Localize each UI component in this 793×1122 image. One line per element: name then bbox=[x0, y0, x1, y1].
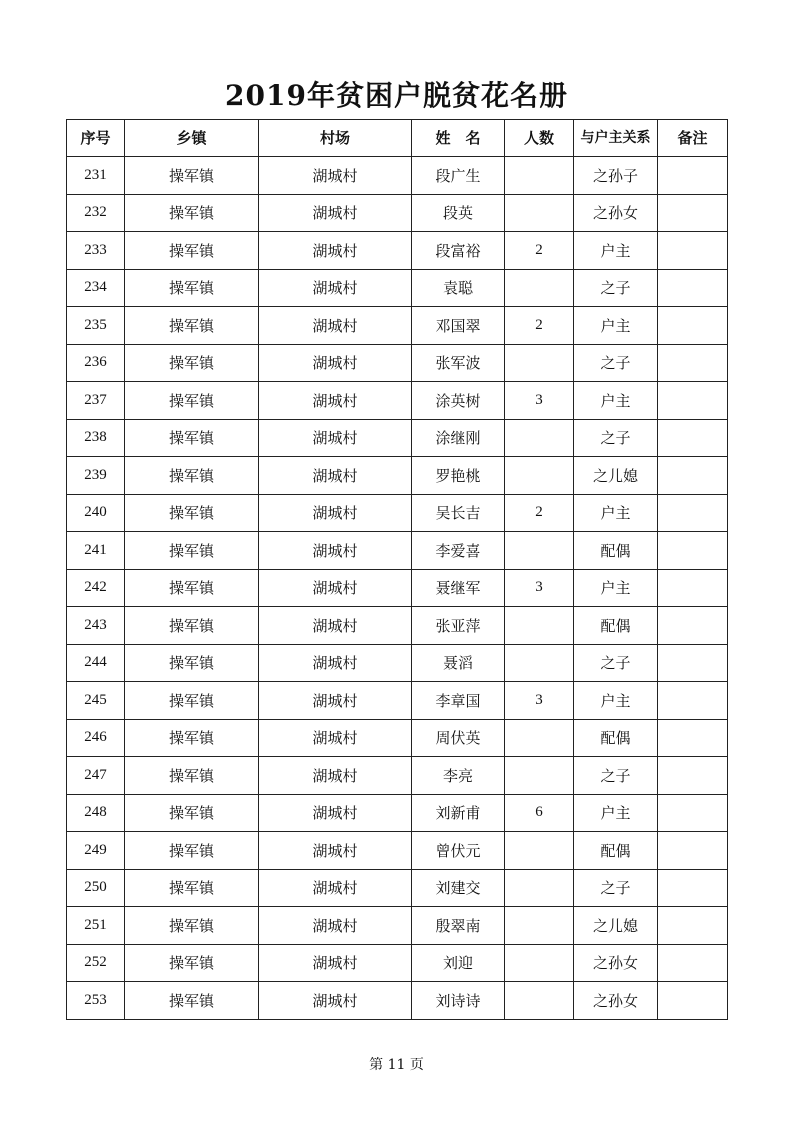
cell-village: 湖城村 bbox=[259, 757, 412, 795]
cell-name: 刘建交 bbox=[412, 869, 505, 907]
cell-town: 操军镇 bbox=[125, 982, 259, 1020]
cell-household-size bbox=[505, 344, 574, 382]
cell-relation: 之子 bbox=[574, 419, 658, 457]
cell-name: 段富裕 bbox=[412, 232, 505, 270]
table-row bbox=[67, 232, 728, 270]
cell-household-size: 3 bbox=[505, 382, 574, 420]
cell-name: 段广生 bbox=[412, 157, 505, 195]
cell-household-size: 2 bbox=[505, 232, 574, 270]
cell-serial: 243 bbox=[67, 607, 125, 645]
cell-town: 操军镇 bbox=[125, 344, 259, 382]
cell-note bbox=[658, 419, 728, 457]
cell-relation: 之孙女 bbox=[574, 982, 658, 1020]
cell-relation: 之儿媳 bbox=[574, 457, 658, 495]
cell-village: 湖城村 bbox=[259, 344, 412, 382]
cell-town: 操军镇 bbox=[125, 682, 259, 720]
cell-relation: 之子 bbox=[574, 269, 658, 307]
cell-note bbox=[658, 457, 728, 495]
cell-name: 聂继军 bbox=[412, 569, 505, 607]
table-row bbox=[67, 982, 728, 1020]
cell-town: 操军镇 bbox=[125, 532, 259, 570]
cell-note bbox=[658, 344, 728, 382]
column-header-serial: 序号 bbox=[67, 120, 125, 157]
cell-village: 湖城村 bbox=[259, 607, 412, 645]
cell-household-size bbox=[505, 419, 574, 457]
cell-relation: 之子 bbox=[574, 644, 658, 682]
cell-serial: 231 bbox=[67, 157, 125, 195]
cell-note bbox=[658, 607, 728, 645]
cell-village: 湖城村 bbox=[259, 682, 412, 720]
column-header-town: 乡镇 bbox=[125, 120, 259, 157]
cell-relation: 户主 bbox=[574, 382, 658, 420]
table-row bbox=[67, 269, 728, 307]
cell-relation: 配偶 bbox=[574, 607, 658, 645]
cell-village: 湖城村 bbox=[259, 382, 412, 420]
cell-serial: 232 bbox=[67, 194, 125, 232]
cell-relation: 之子 bbox=[574, 869, 658, 907]
cell-relation: 之孙女 bbox=[574, 944, 658, 982]
table-row bbox=[67, 907, 728, 945]
cell-serial: 249 bbox=[67, 832, 125, 870]
cell-serial: 251 bbox=[67, 907, 125, 945]
cell-village: 湖城村 bbox=[259, 719, 412, 757]
cell-town: 操军镇 bbox=[125, 382, 259, 420]
table-row bbox=[67, 457, 728, 495]
cell-household-size bbox=[505, 869, 574, 907]
cell-household-size bbox=[505, 907, 574, 945]
cell-village: 湖城村 bbox=[259, 832, 412, 870]
cell-serial: 237 bbox=[67, 382, 125, 420]
cell-household-size bbox=[505, 944, 574, 982]
table-row bbox=[67, 307, 728, 345]
cell-note bbox=[658, 869, 728, 907]
column-header-household-size: 人数 bbox=[505, 120, 574, 157]
cell-household-size bbox=[505, 607, 574, 645]
cell-note bbox=[658, 794, 728, 832]
cell-serial: 244 bbox=[67, 644, 125, 682]
cell-relation: 之子 bbox=[574, 757, 658, 795]
cell-serial: 250 bbox=[67, 869, 125, 907]
cell-village: 湖城村 bbox=[259, 269, 412, 307]
cell-village: 湖城村 bbox=[259, 494, 412, 532]
cell-relation: 配偶 bbox=[574, 532, 658, 570]
cell-name: 吴长吉 bbox=[412, 494, 505, 532]
cell-town: 操军镇 bbox=[125, 232, 259, 270]
cell-town: 操军镇 bbox=[125, 419, 259, 457]
cell-village: 湖城村 bbox=[259, 157, 412, 195]
cell-name: 袁聪 bbox=[412, 269, 505, 307]
table-row bbox=[67, 569, 728, 607]
cell-note bbox=[658, 269, 728, 307]
cell-serial: 240 bbox=[67, 494, 125, 532]
cell-note bbox=[658, 232, 728, 270]
cell-relation: 之子 bbox=[574, 344, 658, 382]
cell-town: 操军镇 bbox=[125, 869, 259, 907]
cell-note bbox=[658, 719, 728, 757]
cell-name: 刘诗诗 bbox=[412, 982, 505, 1020]
table-row bbox=[67, 344, 728, 382]
cell-name: 殷翠南 bbox=[412, 907, 505, 945]
cell-serial: 252 bbox=[67, 944, 125, 982]
cell-note bbox=[658, 532, 728, 570]
cell-name: 李亮 bbox=[412, 757, 505, 795]
cell-name: 曾伏元 bbox=[412, 832, 505, 870]
cell-relation: 户主 bbox=[574, 569, 658, 607]
cell-note bbox=[658, 157, 728, 195]
cell-relation: 之孙子 bbox=[574, 157, 658, 195]
cell-note bbox=[658, 494, 728, 532]
cell-town: 操军镇 bbox=[125, 644, 259, 682]
cell-serial: 253 bbox=[67, 982, 125, 1020]
column-header-name: 姓 名 bbox=[412, 120, 505, 157]
cell-household-size: 3 bbox=[505, 682, 574, 720]
cell-serial: 239 bbox=[67, 457, 125, 495]
cell-relation: 配偶 bbox=[574, 719, 658, 757]
cell-serial: 234 bbox=[67, 269, 125, 307]
cell-village: 湖城村 bbox=[259, 644, 412, 682]
cell-name: 李章国 bbox=[412, 682, 505, 720]
cell-household-size bbox=[505, 719, 574, 757]
cell-serial: 235 bbox=[67, 307, 125, 345]
table-row bbox=[67, 794, 728, 832]
table-row bbox=[67, 607, 728, 645]
table-header-row bbox=[67, 120, 728, 157]
cell-name: 涂英树 bbox=[412, 382, 505, 420]
cell-village: 湖城村 bbox=[259, 982, 412, 1020]
page-number: 第 11 页 bbox=[369, 1057, 424, 1073]
cell-note bbox=[658, 682, 728, 720]
cell-household-size: 3 bbox=[505, 569, 574, 607]
cell-household-size bbox=[505, 757, 574, 795]
cell-serial: 241 bbox=[67, 532, 125, 570]
cell-town: 操军镇 bbox=[125, 457, 259, 495]
cell-note bbox=[658, 194, 728, 232]
cell-town: 操军镇 bbox=[125, 607, 259, 645]
cell-serial: 242 bbox=[67, 569, 125, 607]
cell-household-size bbox=[505, 194, 574, 232]
cell-village: 湖城村 bbox=[259, 194, 412, 232]
cell-note bbox=[658, 907, 728, 945]
cell-household-size: 2 bbox=[505, 307, 574, 345]
cell-town: 操军镇 bbox=[125, 307, 259, 345]
cell-relation: 之孙女 bbox=[574, 194, 658, 232]
cell-note bbox=[658, 307, 728, 345]
column-header-village: 村场 bbox=[259, 120, 412, 157]
cell-household-size bbox=[505, 532, 574, 570]
cell-town: 操军镇 bbox=[125, 719, 259, 757]
cell-town: 操军镇 bbox=[125, 907, 259, 945]
cell-relation: 户主 bbox=[574, 794, 658, 832]
poverty-roster-table bbox=[66, 119, 728, 1020]
cell-name: 段英 bbox=[412, 194, 505, 232]
cell-name: 刘新甫 bbox=[412, 794, 505, 832]
column-header-note: 备注 bbox=[658, 120, 728, 157]
cell-town: 操军镇 bbox=[125, 269, 259, 307]
cell-name: 周伏英 bbox=[412, 719, 505, 757]
cell-village: 湖城村 bbox=[259, 532, 412, 570]
table-row bbox=[67, 382, 728, 420]
cell-name: 涂继刚 bbox=[412, 419, 505, 457]
cell-town: 操军镇 bbox=[125, 569, 259, 607]
cell-relation: 户主 bbox=[574, 307, 658, 345]
table-row bbox=[67, 644, 728, 682]
cell-name: 罗艳桃 bbox=[412, 457, 505, 495]
cell-household-size: 6 bbox=[505, 794, 574, 832]
cell-relation: 配偶 bbox=[574, 832, 658, 870]
cell-village: 湖城村 bbox=[259, 307, 412, 345]
cell-name: 聂滔 bbox=[412, 644, 505, 682]
cell-name: 张亚萍 bbox=[412, 607, 505, 645]
column-header-relation: 与户主关系 bbox=[574, 120, 658, 157]
table-row bbox=[67, 194, 728, 232]
cell-village: 湖城村 bbox=[259, 419, 412, 457]
cell-household-size bbox=[505, 982, 574, 1020]
cell-town: 操军镇 bbox=[125, 794, 259, 832]
table-row bbox=[67, 832, 728, 870]
cell-relation: 户主 bbox=[574, 232, 658, 270]
cell-name: 张军波 bbox=[412, 344, 505, 382]
cell-household-size bbox=[505, 157, 574, 195]
document-title: 2019年贫困户脱贫花名册 bbox=[225, 79, 568, 112]
cell-name: 李爱喜 bbox=[412, 532, 505, 570]
cell-household-size bbox=[505, 644, 574, 682]
table-row bbox=[67, 757, 728, 795]
cell-note bbox=[658, 982, 728, 1020]
cell-town: 操军镇 bbox=[125, 757, 259, 795]
cell-serial: 236 bbox=[67, 344, 125, 382]
cell-town: 操军镇 bbox=[125, 494, 259, 532]
table-row bbox=[67, 532, 728, 570]
cell-serial: 246 bbox=[67, 719, 125, 757]
table-row bbox=[67, 719, 728, 757]
cell-note bbox=[658, 832, 728, 870]
table-row bbox=[67, 944, 728, 982]
cell-town: 操军镇 bbox=[125, 944, 259, 982]
cell-serial: 245 bbox=[67, 682, 125, 720]
cell-village: 湖城村 bbox=[259, 232, 412, 270]
cell-note bbox=[658, 944, 728, 982]
cell-note bbox=[658, 644, 728, 682]
cell-town: 操军镇 bbox=[125, 157, 259, 195]
cell-relation: 之儿媳 bbox=[574, 907, 658, 945]
cell-town: 操军镇 bbox=[125, 832, 259, 870]
cell-village: 湖城村 bbox=[259, 869, 412, 907]
table-row bbox=[67, 869, 728, 907]
cell-village: 湖城村 bbox=[259, 907, 412, 945]
cell-serial: 238 bbox=[67, 419, 125, 457]
table-row bbox=[67, 494, 728, 532]
cell-village: 湖城村 bbox=[259, 457, 412, 495]
table-row bbox=[67, 157, 728, 195]
table-row bbox=[67, 419, 728, 457]
cell-note bbox=[658, 382, 728, 420]
cell-name: 刘迎 bbox=[412, 944, 505, 982]
cell-household-size: 2 bbox=[505, 494, 574, 532]
cell-town: 操军镇 bbox=[125, 194, 259, 232]
table-row bbox=[67, 682, 728, 720]
cell-serial: 247 bbox=[67, 757, 125, 795]
cell-village: 湖城村 bbox=[259, 569, 412, 607]
cell-household-size bbox=[505, 457, 574, 495]
cell-household-size bbox=[505, 269, 574, 307]
cell-household-size bbox=[505, 832, 574, 870]
cell-note bbox=[658, 757, 728, 795]
cell-village: 湖城村 bbox=[259, 794, 412, 832]
cell-note bbox=[658, 569, 728, 607]
cell-serial: 233 bbox=[67, 232, 125, 270]
cell-serial: 248 bbox=[67, 794, 125, 832]
cell-village: 湖城村 bbox=[259, 944, 412, 982]
cell-relation: 户主 bbox=[574, 494, 658, 532]
cell-relation: 户主 bbox=[574, 682, 658, 720]
cell-name: 邓国翠 bbox=[412, 307, 505, 345]
